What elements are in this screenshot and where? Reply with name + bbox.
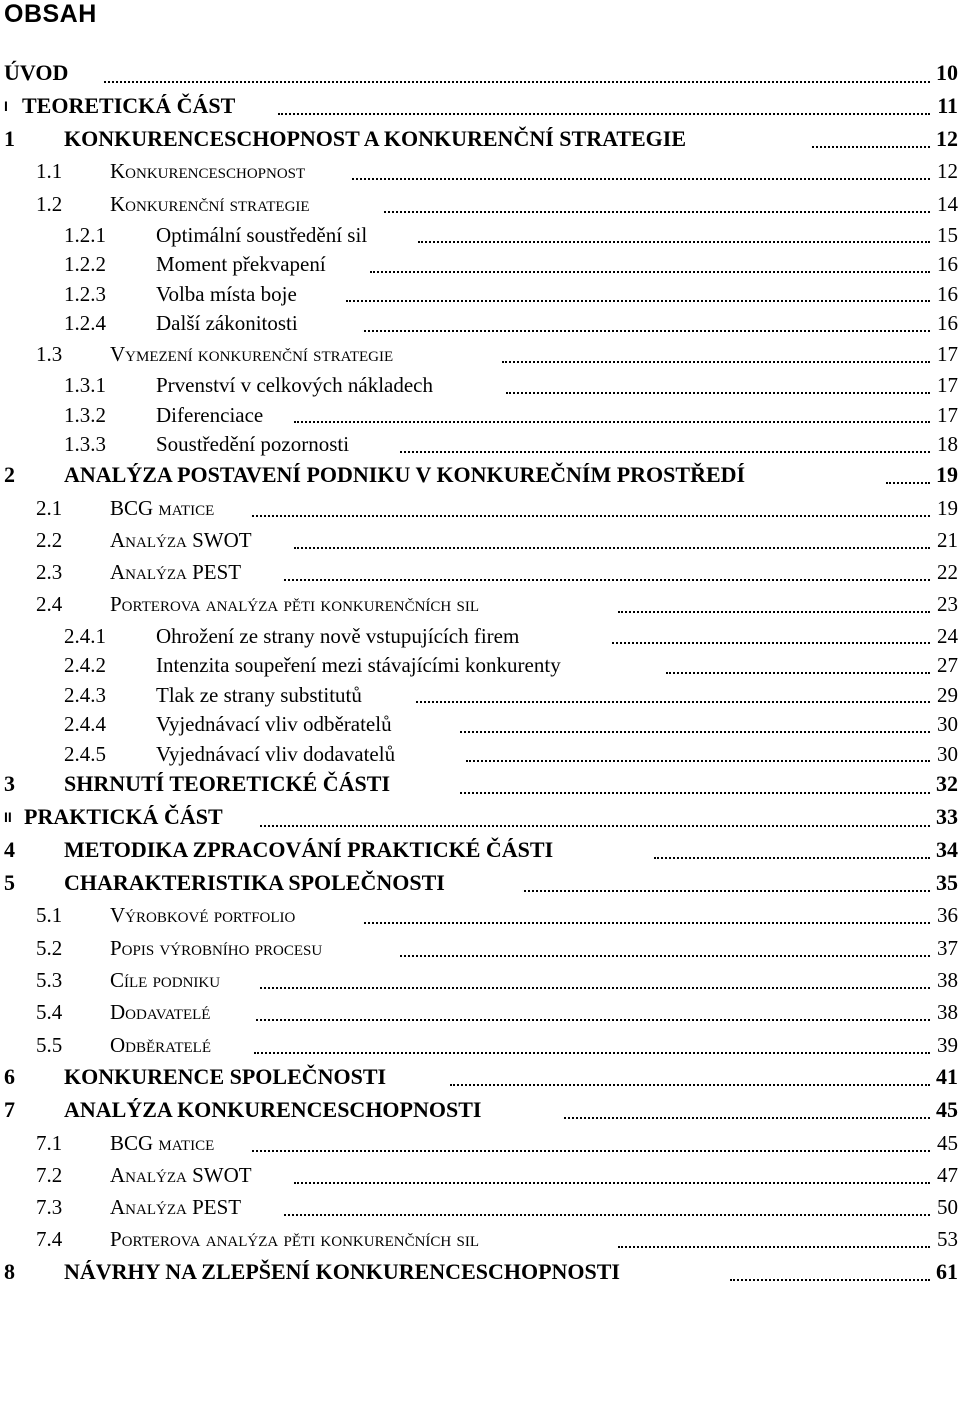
toc-entry-label: Dodavatelé [110,1000,211,1025]
toc-entry[interactable] [0,527,960,553]
toc-entry-number: 1.2 [36,191,63,216]
toc-entry-number: 1.2.4 [64,311,106,336]
toc-entry-page-number: 21 [937,527,958,552]
toc-entry[interactable] [0,252,960,277]
toc-entry-number: II [4,809,12,826]
dot-leader [352,178,930,180]
toc-entry[interactable] [0,624,960,649]
toc-entry-page-number: 30 [937,741,958,766]
dot-leader [400,451,930,453]
toc-entry-number: 2.1 [36,495,63,520]
toc-entry[interactable] [0,1097,960,1124]
toc-entry-label: Soustředění pozornosti [156,432,350,457]
toc-entry[interactable] [0,742,960,767]
toc-entry-page-number: 47 [937,1162,958,1187]
toc-entry-number: 8 [4,1258,15,1284]
toc-entry-number: 2.4.5 [64,741,106,766]
toc-entry-number: 7.4 [36,1227,63,1252]
toc-entry-label: KONKURENCE SPOLEČNOSTI [64,1063,387,1089]
toc-entry-number: 1.2.2 [64,252,106,277]
toc-entry-number: 2.4.1 [64,623,106,648]
toc-entry-number: 5.4 [36,1000,63,1025]
dot-leader [284,1214,930,1216]
toc-entry-page-number: 35 [936,869,958,895]
dot-leader [612,642,930,644]
toc-entry-number: 7.2 [36,1162,63,1187]
toc-entry[interactable] [0,93,960,120]
toc-entry-label: ANALÝZA KONKURENCESCHOPNOSTI [64,1096,482,1122]
toc-entry[interactable] [0,902,960,928]
toc-entry-number: 1 [4,125,15,151]
toc-entry[interactable] [0,1194,960,1220]
toc-entry-label: PRAKTICKÁ ČÁST [24,804,223,830]
dot-leader [384,211,930,213]
toc-entry-number: 2.4 [36,592,63,617]
toc-entry-label: METODIKA ZPRACOVÁNÍ PRAKTICKÉ ČÁSTI [64,836,554,862]
toc-entry[interactable] [0,311,960,336]
toc-entry-number: 2.2 [36,527,63,552]
toc-entry-label: Vyjednávací vliv odběratelů [156,712,392,737]
dot-leader [256,1019,930,1021]
toc-entry[interactable] [0,999,960,1025]
dot-leader [278,113,930,115]
toc-entry-page-number: 39 [937,1032,958,1057]
dot-leader [294,547,930,549]
toc-entry-label: KONKURENCESCHOPNOST A KONKURENČNÍ STRATEGIE [64,125,687,151]
dot-leader [564,1117,930,1119]
dot-leader [524,890,930,892]
toc-entry-page-number: 50 [937,1195,958,1220]
toc-entry[interactable] [0,373,960,398]
toc-entry-label: Konkurenceschopnost [110,159,306,184]
toc-entry[interactable] [0,1032,960,1058]
toc-entry-label: Ohrožení ze strany nově vstupujících firem [156,623,520,648]
toc-entry-number: 5.5 [36,1032,63,1057]
toc-entry-label: BCG matice [110,1130,215,1155]
toc-entry-label: Analýza SWOT [110,1162,252,1187]
toc-entry-page-number: 16 [937,252,958,277]
toc-entry-label: Analýza PEST [110,560,242,585]
dot-leader [466,760,930,762]
toc-entry-page-number: 45 [937,1130,958,1155]
toc-entry-number: 2.4.4 [64,712,106,737]
dot-leader [506,392,930,394]
toc-entry-number: 1.3.2 [64,402,106,427]
toc-entry-label: Konkurenční strategie [110,191,310,216]
toc-entry[interactable] [0,1064,960,1091]
toc-entry-label: Další zákonitosti [156,311,298,336]
toc-entry-page-number: 16 [937,311,958,336]
dot-leader [416,701,930,703]
toc-entry[interactable] [0,653,960,678]
toc-entry-page-number: 17 [937,402,958,427]
toc-entry-page-number: 38 [937,968,958,993]
toc-entry[interactable] [0,804,960,831]
toc-entry-label: Moment překvapení [156,252,326,277]
toc-entry-number: 1.3 [36,341,63,366]
toc-entry-label: Analýza SWOT [110,527,252,552]
toc-entry-page-number: 61 [936,1258,958,1284]
toc-entry-label: CHARAKTERISTIKA SPOLEČNOSTI [64,869,445,895]
toc-entry-label: Prvenství v celkových nákladech [156,373,433,398]
toc-entry-label: Vymezení konkurenční strategie [110,341,394,366]
toc-entry[interactable] [0,223,960,248]
dot-leader [418,241,930,243]
toc-entry-page-number: 45 [936,1096,958,1122]
toc-entry[interactable] [0,191,960,217]
toc-entry[interactable] [0,1259,960,1286]
toc-entry-page-number: 15 [937,222,958,247]
dot-leader [370,271,930,273]
toc-entry-page-number: 38 [937,1000,958,1025]
dot-leader [294,421,930,423]
toc-entry-page-number: 11 [937,92,958,118]
toc-entry[interactable] [0,126,960,153]
toc-entry-page-number: 22 [937,560,958,585]
toc-entry-page-number: 36 [937,903,958,928]
dot-leader [284,579,930,581]
toc-entry[interactable] [0,591,960,617]
toc-entry-page-number: 12 [937,159,958,184]
toc-entry-page-number: 30 [937,712,958,737]
toc-entry-number: 7 [4,1096,15,1122]
dot-leader [886,482,930,484]
toc-entry-label: TEORETICKÁ ČÁST [22,92,236,118]
dot-leader [364,330,930,332]
toc-entry-number: 5 [4,869,15,895]
toc-entry-label: Tlak ze strany substitutů [156,682,362,707]
dot-leader [654,857,930,859]
dot-leader [812,146,930,148]
toc-entry[interactable] [0,462,960,489]
toc-entry[interactable] [0,341,960,367]
toc-entry-page-number: 12 [936,125,958,151]
dot-leader [294,1182,930,1184]
dot-leader [502,361,930,363]
toc-entry-page-number: 34 [936,836,958,862]
toc-entry-page-number: 19 [937,495,958,520]
toc-entry[interactable] [0,1226,960,1252]
toc-entry-label: ÚVOD [4,60,69,85]
toc-entry-number: 7.1 [36,1130,63,1155]
toc-entry[interactable] [0,495,960,521]
toc-entry-page-number: 41 [936,1063,958,1089]
toc-entry-label: Analýza PEST [110,1195,242,1220]
toc-entry-page-number: 18 [937,432,958,457]
toc-entry-label: BCG matice [110,495,215,520]
toc-entry[interactable] [0,683,960,708]
toc-entry-page-number: 16 [937,281,958,306]
toc-entry-number: 2 [4,461,15,487]
toc-entry-label: Porterova analýza pěti konkurenčních sil [110,592,479,617]
dot-leader [104,81,930,83]
toc-entry-label: Výrobkové portfolio [110,903,296,928]
toc-entry-label: Cíle podniku [110,968,221,993]
toc-entry[interactable] [0,837,960,864]
toc-entry[interactable] [0,158,960,184]
toc-entry-page-number: 37 [937,935,958,960]
toc-entry-number: 5.3 [36,968,63,993]
toc-entry-page-number: 14 [937,191,958,216]
toc-entry-label: SHRNUTÍ TEORETICKÉ ČÁSTI [64,771,391,797]
toc-entry-number: 1.3.3 [64,432,106,457]
toc-entry-label: Odběratelé [110,1032,211,1057]
toc-entry[interactable] [0,712,960,737]
toc-entry-number: 3 [4,771,15,797]
toc-entry-label: Popis výrobního procesu [110,935,323,960]
table-of-contents [0,60,960,1292]
dot-leader [252,515,930,517]
toc-entry[interactable] [0,935,960,961]
toc-entry-label: NÁVRHY NA ZLEPŠENÍ KONKURENCESCHOPNOSTI [64,1258,620,1284]
toc-entry-number: 7.3 [36,1195,63,1220]
toc-entry-page-number: 23 [937,592,958,617]
toc-entry-page-number: 17 [937,341,958,366]
toc-entry-number: 1.3.1 [64,373,106,398]
toc-entry[interactable] [0,282,960,307]
toc-entry-number: 6 [4,1063,15,1089]
toc-entry-page-number: 32 [936,771,958,797]
dot-leader [460,731,930,733]
dot-leader [254,1052,930,1054]
dot-leader [618,611,930,613]
toc-entry-number: 4 [4,836,15,862]
toc-entry-page-number: 53 [937,1227,958,1252]
toc-entry-label: Intenzita soupeření mezi stávajícími konkurenty [156,653,561,678]
toc-entry-page-number: 29 [937,682,958,707]
toc-entry-label: Vyjednávací vliv dodavatelů [156,741,396,766]
toc-entry[interactable] [0,870,960,897]
toc-entry-page-number: 19 [936,461,958,487]
page-title: OBSAH [4,0,97,28]
dot-leader [364,922,930,924]
dot-leader [260,987,930,989]
toc-entry-number: 1.2.1 [64,222,106,247]
dot-leader [666,672,930,674]
toc-entry-number: 5.2 [36,935,63,960]
toc-entry-page-number: 27 [937,653,958,678]
toc-entry[interactable] [0,1130,960,1156]
toc-entry-page-number: 24 [937,623,958,648]
dot-leader [460,792,930,794]
toc-entry-number: 5.1 [36,903,63,928]
toc-entry-number: 1.1 [36,159,63,184]
dot-leader [260,825,930,827]
toc-entry[interactable] [0,559,960,585]
toc-entry[interactable] [0,1162,960,1188]
toc-entry[interactable] [0,771,960,798]
toc-entry-number: 2.3 [36,560,63,585]
dot-leader [252,1150,930,1152]
toc-entry[interactable] [0,967,960,993]
dot-leader [618,1246,930,1248]
toc-entry[interactable] [0,432,960,457]
dot-leader [730,1279,930,1281]
toc-entry-page-number: 33 [936,804,958,830]
toc-entry-label: Volba místa boje [156,281,297,306]
toc-entry-page-number: 17 [937,373,958,398]
dot-leader [450,1084,930,1086]
toc-entry-label: Diferenciace [156,402,264,427]
toc-entry-label: ANALÝZA POSTAVENÍ PODNIKU V KONKUREČNÍM PROSTŘEDÍ [64,461,746,487]
dot-leader [346,300,930,302]
toc-entry-label: Porterova analýza pěti konkurenčních sil [110,1227,479,1252]
toc-entry-number: 1.2.3 [64,281,106,306]
toc-entry[interactable] [0,403,960,428]
toc-entry-number: 2.4.2 [64,653,106,678]
toc-entry-label: Optimální soustředění sil [156,222,368,247]
toc-entry-number: 2.4.3 [64,682,106,707]
dot-leader [400,955,930,957]
toc-entry-number: I [4,97,8,114]
toc-entry[interactable] [0,60,960,87]
toc-entry-page-number: 10 [936,60,958,85]
